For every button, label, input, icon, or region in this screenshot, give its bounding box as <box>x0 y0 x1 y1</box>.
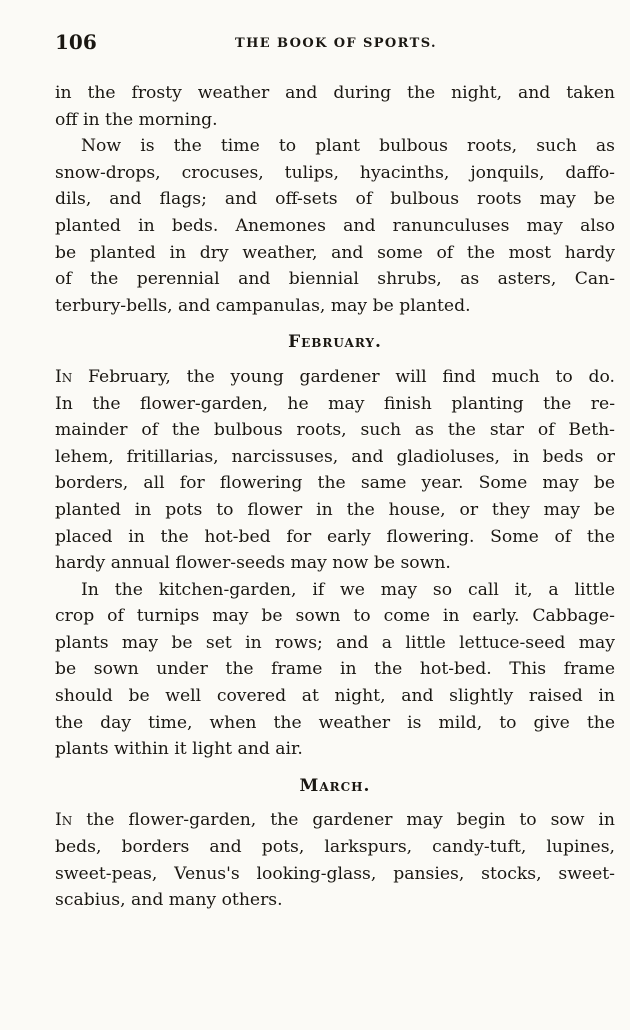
paragraph-february-flower-garden <box>55 364 615 577</box>
first-line-rest: February, the young gardener will find much to do. <box>72 366 615 387</box>
text-line: sweet-peas, Venus's looking-glass, pansies, stocks, sweet- <box>55 863 615 884</box>
text-line: lehem, fritillarias, narcissuses, and gladioluses, in beds or <box>55 446 615 467</box>
heading-march: March. <box>299 775 371 796</box>
text-line: Now is the time to plant bulbous roots, such as <box>81 136 615 157</box>
paragraph-january-continuation <box>55 80 615 133</box>
text-line: placed in the hot-bed for early flowering. Some of the <box>55 526 615 547</box>
text-line: off in the morning. <box>55 109 218 130</box>
paragraph-february-kitchen-garden <box>55 577 615 763</box>
text-line: plants may be set in rows; and a little lettuce-seed may <box>55 632 615 653</box>
text-line: dils, and flags; and off-sets of bulbous roots may be <box>55 189 615 210</box>
text-line: beds, borders and pots, larkspurs, candy-tuft, lupines, <box>55 837 615 858</box>
text-line: should be well covered at night, and slightly raised in <box>55 686 615 707</box>
paragraph-march-flower-garden <box>55 807 615 913</box>
running-head <box>55 30 615 60</box>
page-body <box>55 80 615 914</box>
text-line: snow-drops, crocuses, tulips, hyacinths, jonquils, daffo- <box>55 162 615 183</box>
text-line: be sown under the frame in the hot-bed. This frame <box>55 659 615 680</box>
text-line: mainder of the bulbous roots, such as the star of Beth- <box>55 420 615 441</box>
text-line: plants within it light and air. <box>55 739 303 760</box>
text-line: in the frosty weather and during the night, and taken <box>55 83 615 103</box>
text-line: In the flower-garden, he may finish planting the re- <box>55 393 615 414</box>
page-number: 106 <box>55 30 97 54</box>
book-title: THE BOOK OF SPORTS. <box>235 36 437 51</box>
text-line: of the perennial and biennial shrubs, as asters, Can- <box>55 269 615 290</box>
text-line: borders, all for flowering the same year. Some may be <box>55 473 615 494</box>
text-line: hardy annual flower-seeds may now be sown. <box>55 553 451 574</box>
lead-word: In <box>55 366 73 387</box>
text-line: crop of turnips may be sown to come in early. Cabbage- <box>55 606 615 627</box>
text-line: be planted in dry weather, and some of the most hardy <box>55 242 615 263</box>
text-line: planted in pots to flower in the house, or they may be <box>55 499 615 520</box>
paragraph-bulbous-roots <box>55 133 615 319</box>
text-line: scabius, and many others. <box>55 890 283 911</box>
text-line: terbury-bells, and campanulas, may be planted. <box>55 295 471 316</box>
lead-word: In <box>55 810 73 831</box>
text-line: planted in beds. Anemones and ranunculuses may also <box>55 215 615 236</box>
text-line: the day time, when the weather is mild, to give the <box>55 712 615 733</box>
text-line <box>55 364 615 391</box>
first-line-rest: the flower-garden, the gardener may begin to sow in <box>72 810 615 831</box>
heading-february: February. <box>288 332 382 353</box>
text-line: In the kitchen-garden, if we may so call it, a little <box>81 579 615 600</box>
text-line <box>55 807 615 834</box>
